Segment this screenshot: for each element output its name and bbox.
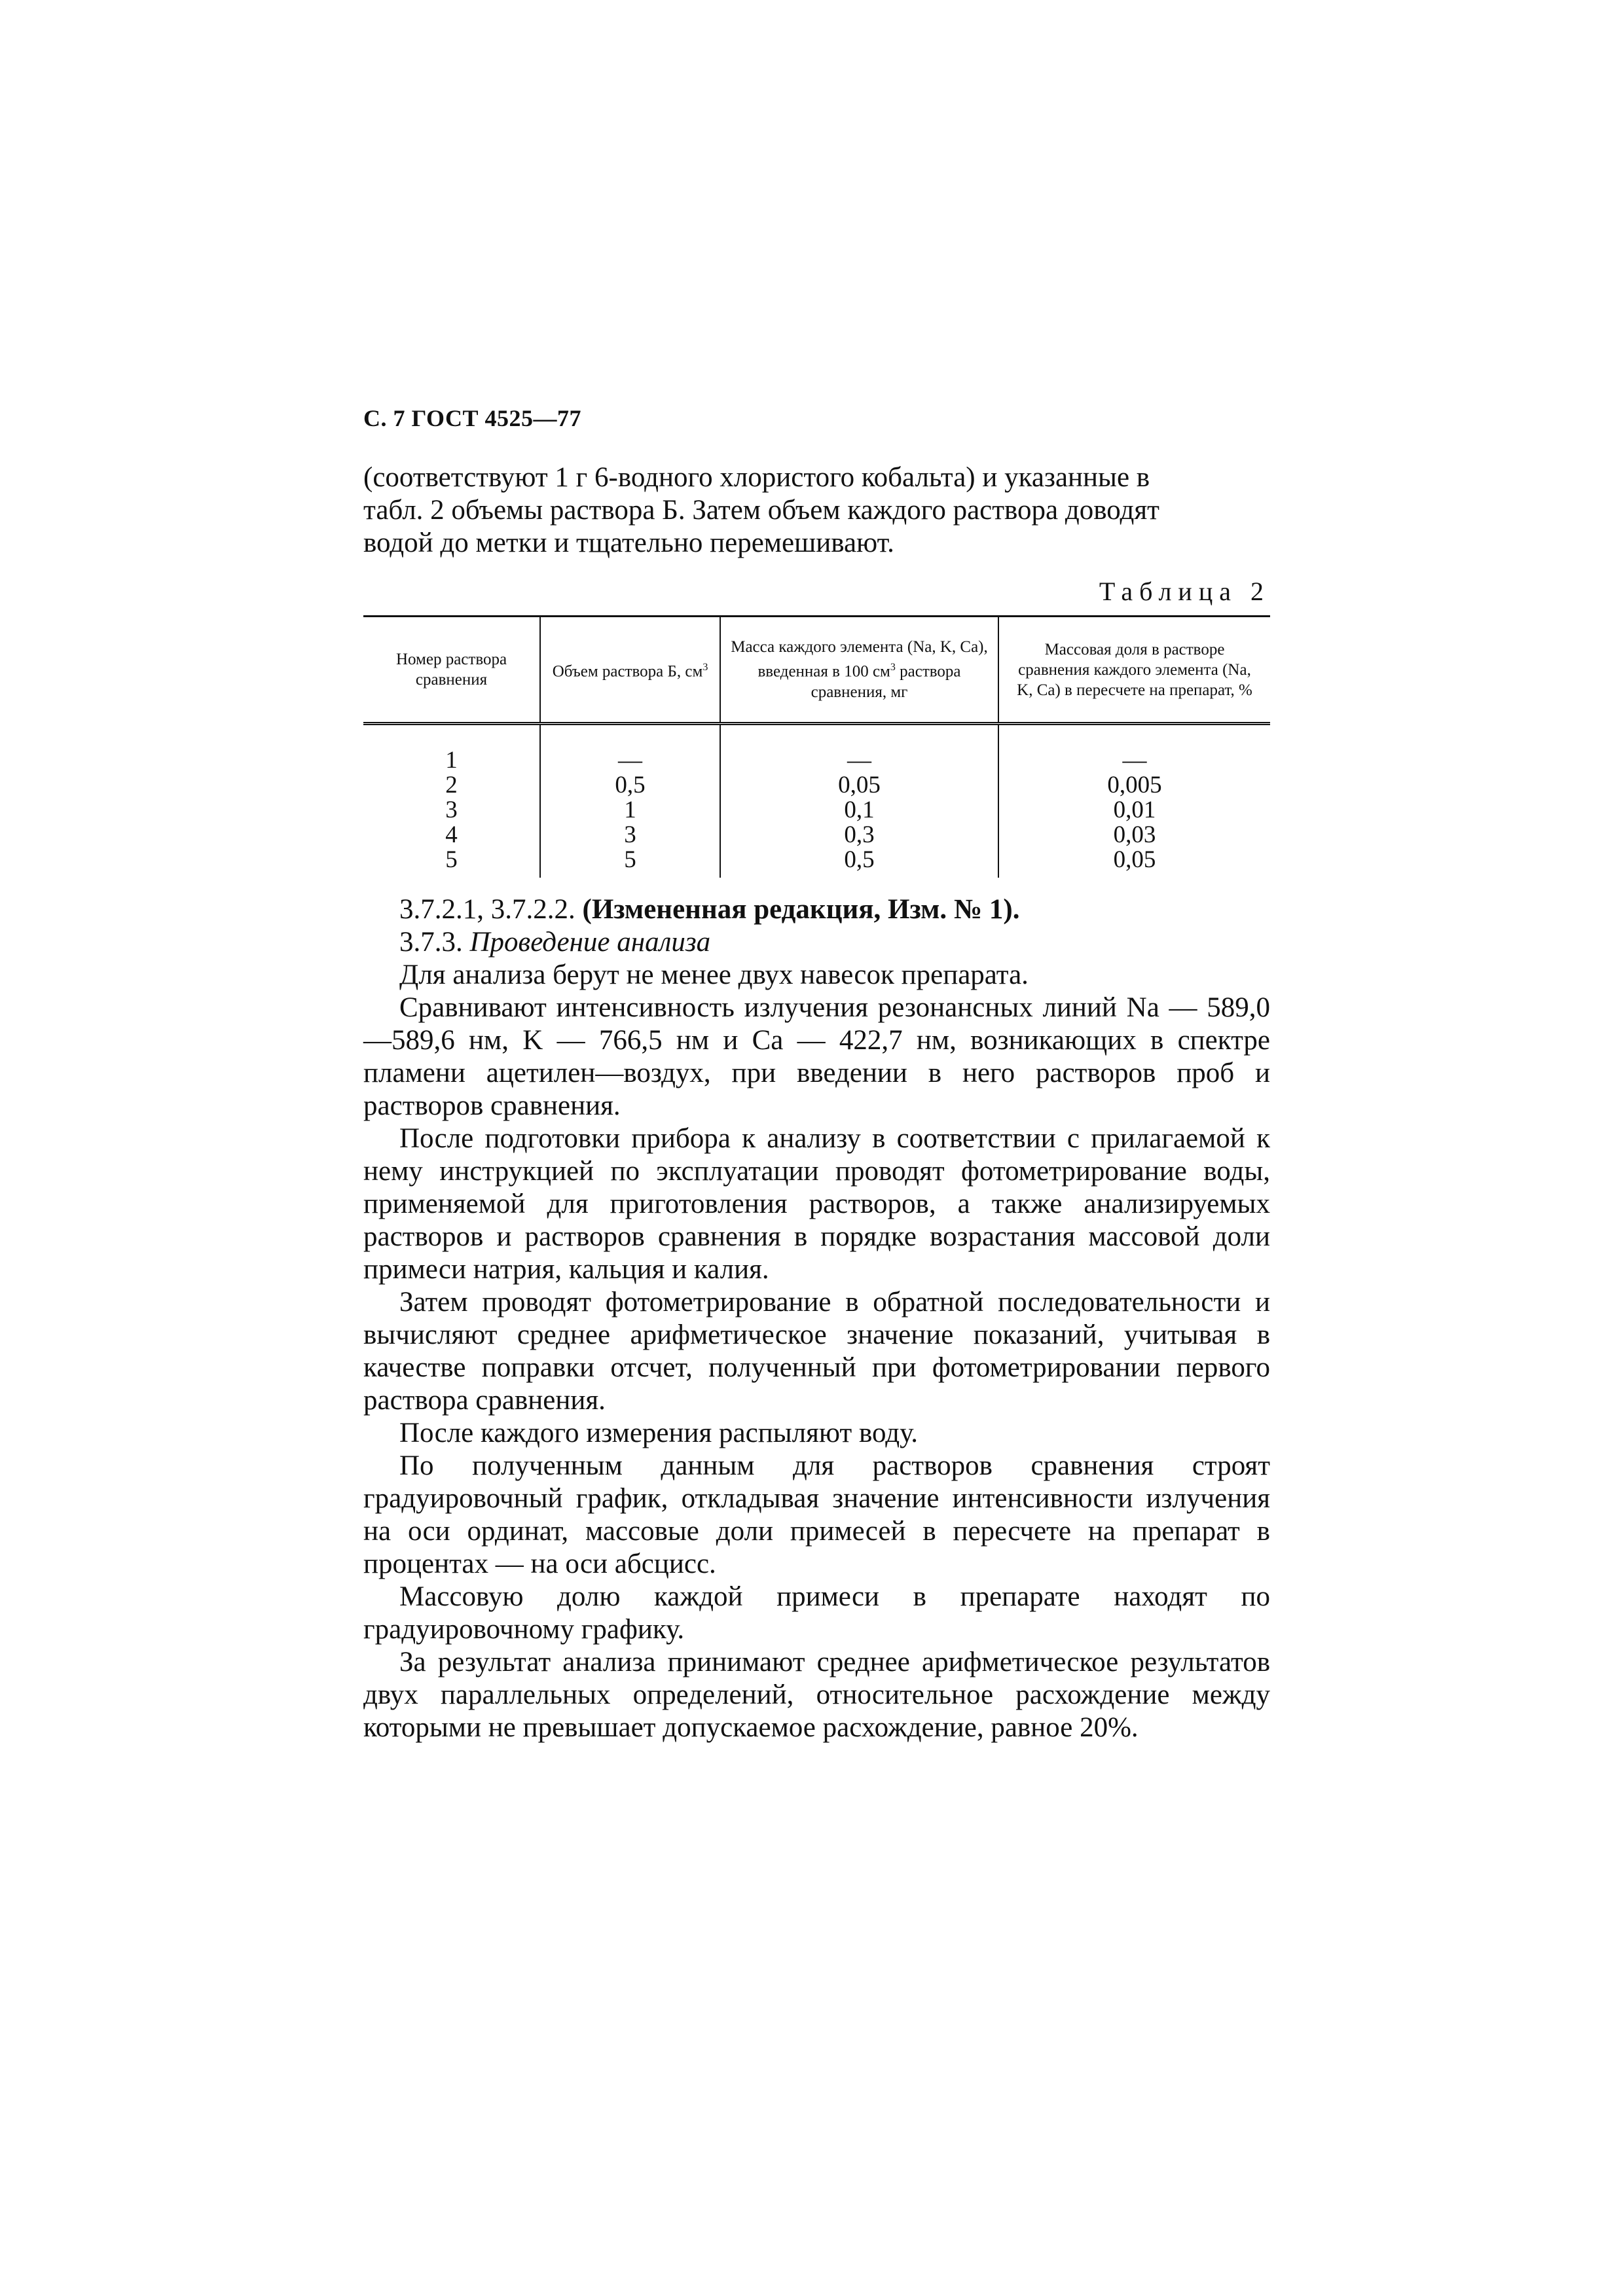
- cell-number: 1: [445, 747, 458, 774]
- cell-mass: 0,1: [844, 797, 875, 823]
- cell-number: 2: [445, 772, 458, 798]
- intro-paragraph: [363, 461, 1270, 560]
- cell-fraction: 0,05: [1113, 846, 1156, 873]
- comparison-solutions-table: [363, 615, 1270, 878]
- body-paragraph: Для анализа берут не менее двух навесок препарата.: [399, 960, 1029, 990]
- cell-number: 5: [445, 846, 458, 873]
- cell-fraction: —: [1122, 747, 1147, 774]
- cell-mass: —: [847, 747, 871, 774]
- body-paragraph: Сравнивают интенсивность излучения резонансных линий Na — 589,0—589,6 нм, K — 766,5 нм и Ca — 422,7 нм, возникающих в спектре пламени ацетилен—воздух, при введении в него растворов проб и растворов сравнения.: [363, 992, 1270, 1121]
- body-paragraph: За результат анализа принимают среднее арифметическое результатов двух параллельных определений, относительное расхождение между которыми не превышает допускаемое расхождение, равное 20%.: [363, 1647, 1270, 1743]
- intro-line-1: (соответствуют 1 г 6-водного хлористого кобальта) и указанные в: [363, 462, 1150, 493]
- cell-volume: 3: [624, 821, 636, 848]
- header-solution-number: Номер раствора сравнения: [363, 617, 540, 724]
- cell-mass: 0,05: [838, 772, 881, 798]
- clause-heading: 3.7.3. Проведение анализа: [399, 927, 711, 958]
- cell-fraction: 0,01: [1113, 797, 1156, 823]
- header-volume: Объем раствора Б, $см^3$: [540, 617, 720, 724]
- intro-line-3: водой до метки и тщательно перемешивают.: [363, 528, 894, 558]
- amendment-note: 3.7.2.1, 3.7.2.2. (Измененная редакция, Изм. № 1).: [399, 894, 1020, 925]
- cell-number: 3: [445, 797, 458, 823]
- cell-mass: 0,3: [844, 821, 875, 848]
- intro-line-2: табл. 2 объемы раствора Б. Затем объем каждого раствора доводят: [363, 495, 1159, 526]
- cell-volume: 0,5: [615, 772, 646, 798]
- cell-volume: 1: [624, 797, 636, 823]
- cell-mass: 0,5: [844, 846, 875, 873]
- table-body-row: [363, 724, 1270, 878]
- cell-number: 4: [445, 821, 458, 848]
- cell-volume: —: [618, 747, 642, 774]
- column-solution-number: [363, 724, 540, 878]
- page-header: С. 7 ГОСТ 4525—77: [363, 405, 581, 431]
- table-caption: Таблица 2: [1099, 577, 1270, 606]
- body-paragraph: Затем проводят фотометрирование в обратной последовательности и вычисляют среднее арифметическое значение показаний, учитывая в качестве поправки отсчет, полученный при фотометрировании первого раствора сравнения.: [363, 1287, 1270, 1416]
- column-mass: [720, 724, 998, 878]
- body-paragraph: После каждого измерения распыляют воду.: [399, 1418, 919, 1448]
- cell-fraction: 0,03: [1113, 821, 1156, 848]
- cell-fraction: 0,005: [1107, 772, 1162, 798]
- section-3-7-3: [363, 893, 1270, 1744]
- header-mass-fraction: Массовая доля в растворе сравнения каждого элемента (Na, K, Ca) в пересчете на препарат, %: [998, 617, 1270, 724]
- table-header-row: [363, 617, 1270, 724]
- body-paragraph: Массовую долю каждой примеси в препарате находят по градуировочному графику.: [363, 1581, 1270, 1645]
- body-paragraph: После подготовки прибора к анализу в соответствии с прилагаемой к нему инструкцией по эксплуатации проводят фотометрирование воды, применяемой для приготовления растворов, а также анализируемых растворов и растворов сравнения в порядке возрастания массовой доли примеси натрия, кальция и калия.: [363, 1123, 1270, 1285]
- column-volume: [540, 724, 720, 878]
- body-paragraph: По полученным данным для растворов сравнения строят градуировочный график, откладывая значение интенсивности излучения на оси ординат, массовые доли примесей в пересчете на препарат в процентах — на оси абсцисс.: [363, 1450, 1270, 1579]
- header-mass: Масса каждого элемента (Na, K, Ca), введенная в 100 $см^3$ раствора сравнения, мг: [720, 617, 998, 724]
- column-mass-fraction: [998, 724, 1270, 878]
- cell-volume: 5: [624, 846, 636, 873]
